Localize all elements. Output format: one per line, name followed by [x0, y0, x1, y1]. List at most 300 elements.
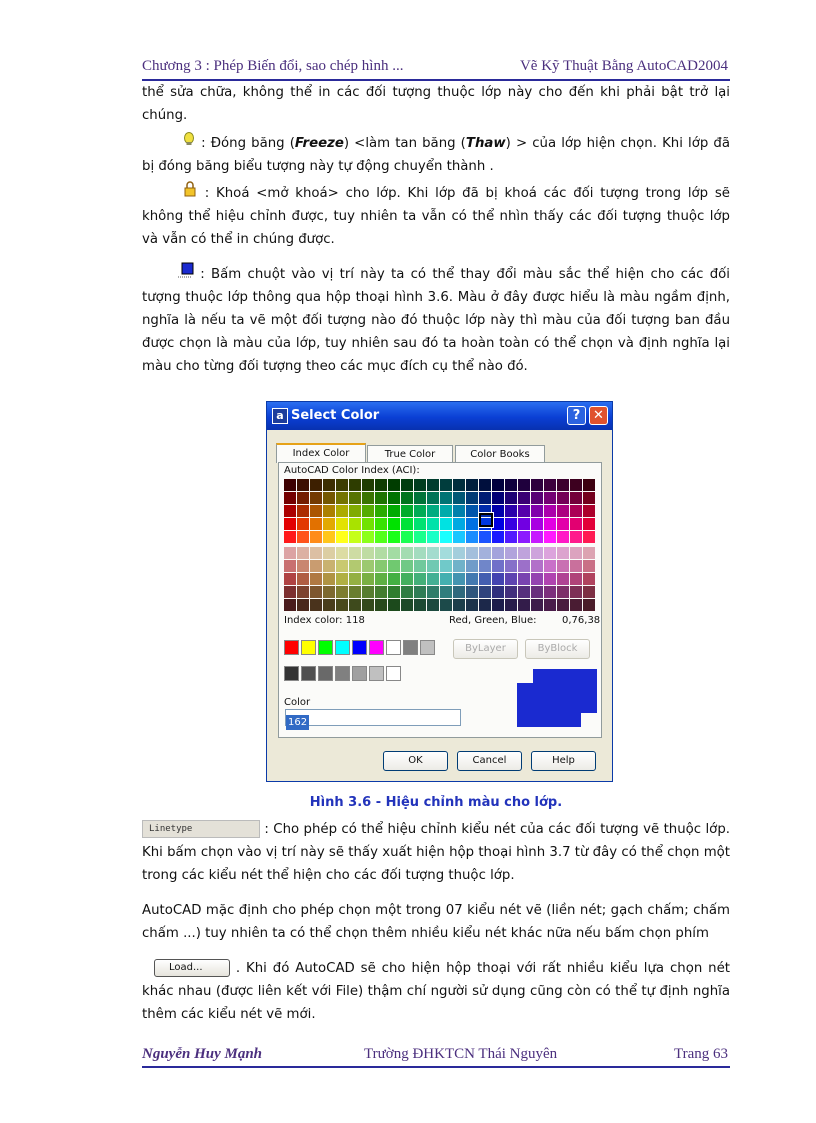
aci-swatch[interactable]	[297, 505, 309, 517]
footer-page-number: Trang 63	[673, 1046, 728, 1062]
aci-swatch[interactable]	[544, 573, 556, 585]
aci-swatch[interactable]	[466, 518, 478, 530]
header-chapter: Chương 3 : Phép Biến đổi, sao chép hình ...	[142, 58, 404, 74]
aci-swatch[interactable]	[544, 599, 556, 611]
byblock-button[interactable]: ByBlock	[525, 639, 590, 659]
aci-swatch[interactable]	[453, 560, 465, 572]
aci-swatch[interactable]	[284, 492, 296, 504]
aci-swatch[interactable]	[531, 547, 543, 559]
aci-swatch[interactable]	[466, 492, 478, 504]
tab-true-color[interactable]: True Color	[367, 445, 453, 463]
aci-swatch[interactable]	[388, 479, 400, 491]
aci-swatch[interactable]	[323, 518, 335, 530]
color-swatch[interactable]	[369, 666, 384, 681]
aci-swatch[interactable]	[427, 547, 439, 559]
aci-swatch[interactable]	[453, 492, 465, 504]
aci-swatch[interactable]	[453, 599, 465, 611]
aci-swatch[interactable]	[414, 531, 426, 543]
color-swatch[interactable]	[386, 640, 401, 655]
aci-swatch[interactable]	[505, 560, 517, 572]
aci-swatch[interactable]	[414, 599, 426, 611]
aci-swatch[interactable]	[570, 560, 582, 572]
aci-swatch[interactable]	[297, 479, 309, 491]
aci-swatch[interactable]	[323, 505, 335, 517]
aci-swatch[interactable]	[505, 479, 517, 491]
aci-swatch[interactable]	[323, 586, 335, 598]
aci-swatch[interactable]	[284, 505, 296, 517]
aci-swatch[interactable]	[323, 531, 335, 543]
index-color-label: Index color: 118	[284, 615, 365, 626]
help-button[interactable]: Help	[531, 751, 596, 771]
aci-swatch[interactable]	[401, 479, 413, 491]
aci-swatch[interactable]	[362, 560, 374, 572]
aci-swatch[interactable]	[336, 531, 348, 543]
aci-swatch[interactable]	[297, 560, 309, 572]
aci-swatch[interactable]	[336, 547, 348, 559]
aci-swatch[interactable]	[583, 531, 595, 543]
color-swatch[interactable]	[352, 666, 367, 681]
aci-label: AutoCAD Color Index (ACI):	[284, 465, 420, 476]
aci-swatch[interactable]	[440, 547, 452, 559]
color-swatch[interactable]	[318, 666, 333, 681]
aci-swatch[interactable]	[583, 547, 595, 559]
aci-swatch[interactable]	[570, 479, 582, 491]
aci-swatch[interactable]	[570, 531, 582, 543]
paragraph-1: thể sửa chữa, không thể in các đối tượng thuộc lớp này cho đến khi phải bật trở lại chúng.	[142, 85, 730, 123]
color-swatch[interactable]	[284, 640, 299, 655]
aci-swatch[interactable]	[583, 479, 595, 491]
aci-swatch[interactable]	[323, 492, 335, 504]
aci-swatch[interactable]	[518, 492, 530, 504]
aci-swatch[interactable]	[479, 599, 491, 611]
aci-swatch[interactable]	[388, 518, 400, 530]
aci-swatch[interactable]	[505, 492, 517, 504]
dialog-title: Select Color	[291, 408, 380, 423]
aci-swatch[interactable]	[557, 599, 569, 611]
color-field-label: Color	[284, 697, 311, 708]
aci-swatch[interactable]	[557, 518, 569, 530]
aci-swatch[interactable]	[583, 560, 595, 572]
aci-swatch[interactable]	[362, 505, 374, 517]
aci-swatch[interactable]	[440, 599, 452, 611]
aci-swatch[interactable]	[557, 531, 569, 543]
aci-swatch[interactable]	[375, 586, 387, 598]
aci-swatch[interactable]	[492, 531, 504, 543]
aci-swatch[interactable]	[505, 518, 517, 530]
aci-swatch[interactable]	[583, 518, 595, 530]
aci-swatch[interactable]	[544, 505, 556, 517]
aci-swatch[interactable]	[453, 531, 465, 543]
aci-swatch[interactable]	[518, 586, 530, 598]
aci-swatch[interactable]	[427, 560, 439, 572]
aci-swatch[interactable]	[427, 505, 439, 517]
lock-icon	[162, 181, 198, 205]
aci-swatch[interactable]	[414, 518, 426, 530]
aci-swatch[interactable]	[388, 560, 400, 572]
aci-swatch[interactable]	[414, 586, 426, 598]
aci-swatch[interactable]	[544, 586, 556, 598]
color-swatch[interactable]	[420, 640, 435, 655]
aci-swatch[interactable]	[375, 599, 387, 611]
aci-swatch[interactable]	[323, 599, 335, 611]
preview-old-color	[533, 669, 597, 713]
dialog-titlebar	[267, 402, 612, 430]
help-icon[interactable]: ?	[567, 406, 586, 425]
aci-swatch[interactable]	[362, 573, 374, 585]
aci-swatch[interactable]	[505, 599, 517, 611]
aci-swatch[interactable]	[570, 547, 582, 559]
aci-swatch[interactable]	[349, 586, 361, 598]
aci-swatch[interactable]	[336, 518, 348, 530]
select-color-dialog	[266, 401, 613, 782]
aci-swatch[interactable]	[583, 586, 595, 598]
aci-swatch[interactable]	[310, 586, 322, 598]
aci-swatch[interactable]	[427, 531, 439, 543]
autocad-app-icon: a	[272, 408, 288, 424]
aci-swatch[interactable]	[401, 573, 413, 585]
aci-swatch[interactable]	[362, 531, 374, 543]
aci-swatch[interactable]	[388, 586, 400, 598]
aci-swatch[interactable]	[453, 479, 465, 491]
aci-swatch[interactable]	[492, 505, 504, 517]
aci-swatch[interactable]	[557, 505, 569, 517]
aci-swatch[interactable]	[544, 518, 556, 530]
aci-swatch[interactable]	[297, 518, 309, 530]
load-button-image: Load...	[154, 959, 230, 977]
aci-swatch[interactable]	[466, 573, 478, 585]
aci-swatch[interactable]	[362, 586, 374, 598]
color-swatch[interactable]	[335, 666, 350, 681]
color-swatch[interactable]	[369, 640, 384, 655]
ok-button[interactable]: OK	[383, 751, 448, 771]
aci-swatch[interactable]	[414, 492, 426, 504]
aci-swatch[interactable]	[570, 492, 582, 504]
aci-swatch[interactable]	[310, 560, 322, 572]
aci-swatch[interactable]	[583, 599, 595, 611]
aci-palette-top[interactable]	[284, 479, 595, 543]
paragraph-load: Load... . Khi đó AutoCAD sẽ cho hiện hộp thoại với rất nhiều kiểu lựa chọn nét khác nhau (được liên kết với File) thậm chí người sử dụng cũng còn có thể tự định nghĩa thêm các kiểu nét vẽ mới.	[142, 961, 730, 1022]
color-swatch[interactable]	[284, 666, 299, 681]
aci-swatch[interactable]	[518, 531, 530, 543]
aci-swatch[interactable]	[284, 518, 296, 530]
aci-swatch[interactable]	[349, 505, 361, 517]
aci-swatch[interactable]	[310, 531, 322, 543]
aci-swatch[interactable]	[349, 518, 361, 530]
aci-swatch[interactable]	[453, 573, 465, 585]
aci-swatch[interactable]	[414, 547, 426, 559]
aci-swatch[interactable]	[440, 531, 452, 543]
aci-swatch[interactable]	[479, 573, 491, 585]
aci-swatch[interactable]	[388, 599, 400, 611]
tab-color-books[interactable]: Color Books	[455, 445, 545, 463]
aci-swatch[interactable]	[440, 518, 452, 530]
aci-swatch[interactable]	[492, 599, 504, 611]
aci-swatch[interactable]	[310, 547, 322, 559]
aci-swatch[interactable]	[492, 479, 504, 491]
aci-swatch[interactable]	[336, 599, 348, 611]
aci-swatch[interactable]	[466, 531, 478, 543]
aci-swatch[interactable]	[401, 560, 413, 572]
aci-swatch[interactable]	[362, 479, 374, 491]
aci-swatch[interactable]	[336, 492, 348, 504]
close-icon[interactable]: ✕	[589, 406, 608, 425]
aci-swatch[interactable]	[362, 599, 374, 611]
aci-swatch[interactable]	[349, 531, 361, 543]
aci-swatch[interactable]	[557, 547, 569, 559]
aci-swatch[interactable]	[531, 599, 543, 611]
aci-swatch[interactable]	[388, 547, 400, 559]
aci-swatch[interactable]	[570, 518, 582, 530]
aci-swatch[interactable]	[401, 586, 413, 598]
aci-swatch[interactable]	[284, 479, 296, 491]
aci-swatch[interactable]	[492, 492, 504, 504]
aci-swatch[interactable]	[310, 518, 322, 530]
paragraph-color: : Bấm chuột vào vị trí này ta có thể thay đổi màu sắc thể hiện cho các đối tượng thuộc lớp thông qua hộp thoại hình 3.6. Màu ở đây được hiểu là màu ngầm định, nghĩa là nếu ta vẽ một đối tượng nào đó thuộc lớp này thì màu của đối tượng ban đầu được chọn là màu của lớp, tuy nhiên sau đó ta hoàn toàn có thể chọn và định nghĩa lại màu cho từng đối tượng theo các mục đích cụ thể nào đó.	[142, 262, 730, 378]
aci-swatch[interactable]	[492, 547, 504, 559]
aci-swatch[interactable]	[297, 586, 309, 598]
bulb-icon	[162, 131, 196, 155]
aci-swatch[interactable]	[544, 479, 556, 491]
aci-swatch[interactable]	[466, 586, 478, 598]
aci-swatch[interactable]	[453, 586, 465, 598]
aci-swatch[interactable]	[349, 479, 361, 491]
aci-swatch[interactable]	[388, 573, 400, 585]
page-header	[142, 58, 730, 80]
color-swatch[interactable]	[403, 640, 418, 655]
aci-swatch[interactable]	[401, 505, 413, 517]
footer-author: Nguyễn Huy Mạnh	[142, 1046, 263, 1062]
aci-swatch[interactable]	[375, 518, 387, 530]
aci-swatch[interactable]	[479, 479, 491, 491]
aci-swatch[interactable]	[544, 531, 556, 543]
aci-swatch[interactable]	[544, 492, 556, 504]
color-swatch[interactable]	[318, 640, 333, 655]
aci-swatch[interactable]	[336, 479, 348, 491]
figure-caption: Hình 3.6 - Hiệu chỉnh màu cho lớp.	[309, 795, 563, 810]
aci-swatch[interactable]	[518, 518, 530, 530]
aci-swatch[interactable]	[310, 573, 322, 585]
aci-swatch[interactable]	[284, 573, 296, 585]
index-color-value: 118	[345, 615, 365, 626]
aci-swatch[interactable]	[557, 573, 569, 585]
aci-swatch[interactable]	[297, 547, 309, 559]
aci-swatch[interactable]	[375, 505, 387, 517]
aci-swatch[interactable]	[440, 560, 452, 572]
aci-swatch[interactable]	[375, 560, 387, 572]
linetype-button-image: Linetype	[142, 820, 260, 838]
aci-swatch[interactable]	[544, 560, 556, 572]
aci-swatch[interactable]	[492, 573, 504, 585]
aci-swatch[interactable]	[401, 518, 413, 530]
aci-swatch[interactable]	[570, 573, 582, 585]
aci-swatch[interactable]	[401, 531, 413, 543]
aci-swatch[interactable]	[531, 492, 543, 504]
aci-swatch[interactable]	[349, 547, 361, 559]
aci-swatch[interactable]	[518, 560, 530, 572]
aci-palette-bottom[interactable]	[284, 547, 595, 611]
aci-swatch[interactable]	[479, 492, 491, 504]
color-swatch[interactable]	[386, 666, 401, 681]
aci-swatch[interactable]	[310, 492, 322, 504]
aci-swatch[interactable]	[570, 586, 582, 598]
aci-swatch[interactable]	[518, 599, 530, 611]
aci-swatch[interactable]	[505, 573, 517, 585]
aci-swatch[interactable]	[414, 573, 426, 585]
aci-swatch[interactable]	[440, 505, 452, 517]
aci-swatch[interactable]	[414, 505, 426, 517]
aci-swatch[interactable]	[401, 492, 413, 504]
aci-swatch[interactable]	[570, 505, 582, 517]
aci-swatch[interactable]	[427, 492, 439, 504]
aci-swatch[interactable]	[479, 560, 491, 572]
aci-swatch[interactable]	[336, 573, 348, 585]
paragraph-default-linetypes: AutoCAD mặc định cho phép chọn một trong 07 kiểu nét vẽ (liền nét; gạch chấm; chấm chấm ...) tuy nhiên ta có thể chọn thêm nhiều kiểu nét khác nữa nếu bấm chọn phím	[142, 903, 730, 941]
aci-swatch[interactable]	[284, 531, 296, 543]
aci-swatch[interactable]	[505, 586, 517, 598]
aci-swatch[interactable]	[310, 479, 322, 491]
aci-swatch[interactable]	[414, 560, 426, 572]
aci-swatch[interactable]	[427, 479, 439, 491]
aci-swatch[interactable]	[349, 492, 361, 504]
aci-swatch[interactable]	[531, 560, 543, 572]
aci-swatch[interactable]	[453, 505, 465, 517]
aci-swatch[interactable]	[375, 531, 387, 543]
aci-swatch[interactable]	[453, 518, 465, 530]
aci-swatch[interactable]	[479, 586, 491, 598]
aci-swatch[interactable]	[388, 531, 400, 543]
aci-swatch[interactable]	[362, 547, 374, 559]
aci-swatch[interactable]	[440, 573, 452, 585]
aci-swatch[interactable]	[362, 518, 374, 530]
aci-swatch[interactable]	[531, 518, 543, 530]
aci-swatch[interactable]	[531, 531, 543, 543]
aci-swatch[interactable]	[505, 505, 517, 517]
aci-swatch[interactable]	[466, 479, 478, 491]
aci-swatch[interactable]	[375, 547, 387, 559]
aci-swatch[interactable]	[323, 573, 335, 585]
aci-swatch[interactable]	[531, 573, 543, 585]
aci-swatch[interactable]	[479, 531, 491, 543]
aci-swatch[interactable]	[557, 560, 569, 572]
aci-swatch[interactable]	[297, 531, 309, 543]
aci-swatch[interactable]	[492, 518, 504, 530]
header-book-title: Vẽ Kỹ Thuật Bằng AutoCAD2004	[519, 58, 728, 74]
aci-swatch[interactable]	[453, 547, 465, 559]
aci-swatch[interactable]	[531, 505, 543, 517]
color-input[interactable]: 162	[285, 709, 461, 726]
aci-swatch[interactable]	[505, 531, 517, 543]
aci-swatch[interactable]	[284, 560, 296, 572]
color-swatch[interactable]	[335, 640, 350, 655]
aci-swatch[interactable]	[401, 547, 413, 559]
footer-school: Trường ĐHKTCN Thái Nguyên	[364, 1046, 558, 1062]
aci-swatch[interactable]	[583, 492, 595, 504]
aci-swatch[interactable]	[310, 599, 322, 611]
tab-index-color[interactable]: Index Color	[276, 443, 366, 463]
aci-swatch[interactable]	[297, 599, 309, 611]
aci-swatch[interactable]	[466, 599, 478, 611]
aci-swatch[interactable]	[583, 505, 595, 517]
aci-swatch[interactable]	[336, 586, 348, 598]
footer-rule	[142, 1066, 730, 1068]
rgb-value: 0,76,38	[562, 615, 601, 626]
bylayer-button[interactable]: ByLayer	[453, 639, 518, 659]
aci-swatch[interactable]	[557, 479, 569, 491]
aci-swatch[interactable]	[518, 505, 530, 517]
standard-colors[interactable]	[284, 640, 435, 655]
color-preview	[517, 669, 597, 727]
aci-swatch[interactable]	[297, 573, 309, 585]
color-swatch[interactable]	[352, 640, 367, 655]
aci-swatch[interactable]	[310, 505, 322, 517]
color-swatch[interactable]	[301, 666, 316, 681]
aci-swatch[interactable]	[479, 547, 491, 559]
paragraph-linetype: Linetype : Cho phép có thể hiệu chỉnh kiểu nét của các đối tượng vẽ thuộc lớp. Khi bấm chọn vào vị trí này sẽ thấy xuất hiện hộp thoại hình 3.7 từ đây có thể chọn một trong các kiểu nét thể hiện cho các đối tượng thuộc lớp.	[142, 822, 730, 883]
aci-swatch[interactable]	[492, 560, 504, 572]
aci-swatch[interactable]	[427, 599, 439, 611]
aci-swatch[interactable]	[297, 492, 309, 504]
aci-swatch[interactable]	[401, 599, 413, 611]
gray-colors[interactable]	[284, 666, 401, 681]
aci-swatch[interactable]	[440, 479, 452, 491]
aci-swatch[interactable]	[388, 505, 400, 517]
aci-swatch[interactable]	[505, 547, 517, 559]
aci-swatch[interactable]	[531, 479, 543, 491]
aci-swatch[interactable]	[349, 573, 361, 585]
aci-swatch[interactable]	[544, 547, 556, 559]
aci-swatch[interactable]	[557, 492, 569, 504]
aci-swatch[interactable]	[375, 573, 387, 585]
aci-swatch[interactable]	[492, 586, 504, 598]
aci-swatch[interactable]	[440, 586, 452, 598]
aci-swatch[interactable]	[284, 586, 296, 598]
color-swatch-icon	[160, 262, 194, 286]
aci-swatch[interactable]	[583, 573, 595, 585]
aci-swatch[interactable]	[518, 547, 530, 559]
aci-swatch[interactable]	[336, 560, 348, 572]
aci-swatch[interactable]	[375, 492, 387, 504]
aci-swatch[interactable]	[427, 586, 439, 598]
aci-swatch[interactable]	[427, 518, 439, 530]
aci-swatch[interactable]	[518, 573, 530, 585]
aci-swatch[interactable]	[388, 492, 400, 504]
aci-swatch[interactable]	[323, 560, 335, 572]
cancel-button[interactable]: Cancel	[457, 751, 522, 771]
aci-swatch[interactable]	[557, 586, 569, 598]
page-footer	[142, 1046, 730, 1066]
aci-swatch[interactable]	[427, 573, 439, 585]
aci-swatch[interactable]	[414, 479, 426, 491]
aci-swatch[interactable]	[466, 505, 478, 517]
aci-swatch[interactable]	[531, 586, 543, 598]
aci-swatch[interactable]	[466, 560, 478, 572]
aci-swatch[interactable]	[466, 547, 478, 559]
aci-swatch[interactable]	[336, 505, 348, 517]
aci-swatch[interactable]	[284, 599, 296, 611]
selected-color-marker	[479, 513, 493, 527]
aci-swatch[interactable]	[440, 492, 452, 504]
aci-swatch[interactable]	[375, 479, 387, 491]
aci-swatch[interactable]	[349, 560, 361, 572]
color-swatch[interactable]	[301, 640, 316, 655]
aci-swatch[interactable]	[323, 479, 335, 491]
aci-swatch[interactable]	[349, 599, 361, 611]
aci-swatch[interactable]	[570, 599, 582, 611]
aci-swatch[interactable]	[284, 547, 296, 559]
aci-swatch[interactable]	[323, 547, 335, 559]
aci-swatch[interactable]	[518, 479, 530, 491]
aci-swatch[interactable]	[362, 492, 374, 504]
